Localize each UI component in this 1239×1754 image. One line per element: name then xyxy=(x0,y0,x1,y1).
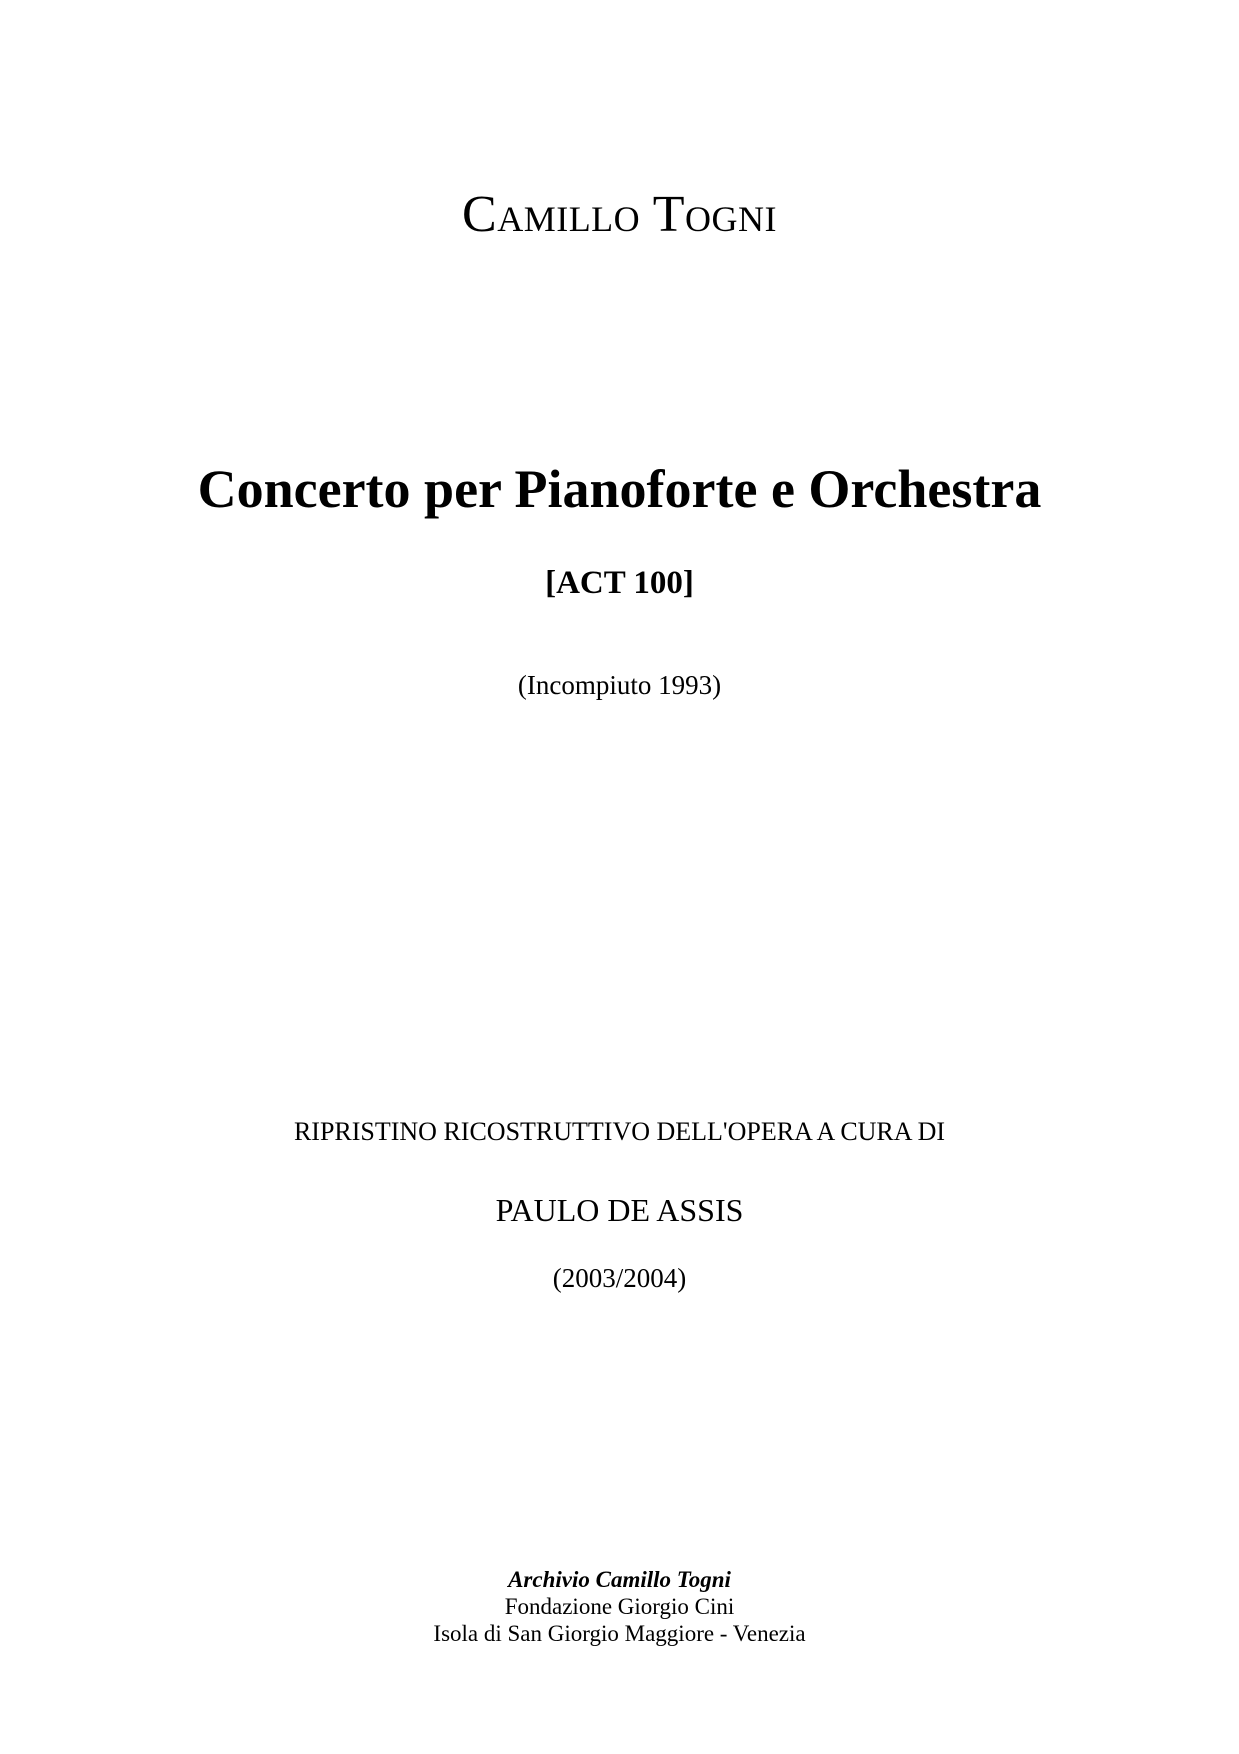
work-title: Concerto per Pianoforte e Orchestra xyxy=(197,459,1042,519)
editor-name: PAULO DE ASSIS xyxy=(495,1192,744,1228)
archive-name: Archivio Camillo Togni xyxy=(508,1567,731,1592)
foundation-name: Fondazione Giorgio Cini xyxy=(504,1594,735,1619)
credit-intro: RIPRISTINO RICOSTRUTTIVO DELL'OPERA A CURA DI xyxy=(293,1117,946,1146)
composer-name: Camillo Togni xyxy=(462,186,777,243)
work-status: (Incompiuto 1993) xyxy=(517,670,722,700)
catalog-number: [ACT 100] xyxy=(545,565,694,601)
location-text: Isola di San Giorgio Maggiore - Venezia xyxy=(433,1621,806,1646)
edit-years: (2003/2004) xyxy=(552,1263,687,1293)
